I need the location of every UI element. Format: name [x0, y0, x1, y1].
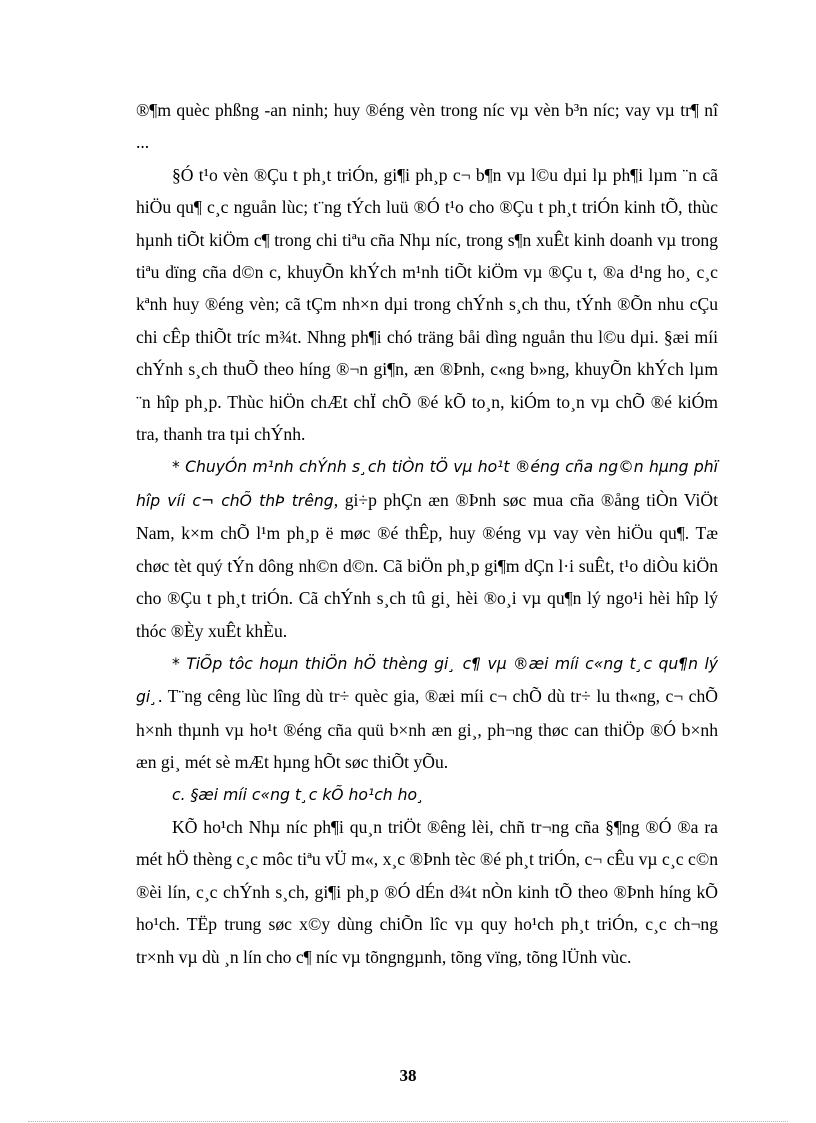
- paragraph-3-italic-lead: * ChuyÓn m¹nh chÝnh s¸ch tiÒn tÖ vµ ho¹t ®éng cña ng©n hµng phï hîp víi c¬ chÕ thÞ trêng: [136, 458, 718, 510]
- page-content: [136, 94, 718, 973]
- paragraph-4-italic-lead: * TiÕp tôc hoµn thiÖn hÖ thèng gi¸ c¶ vµ ®æi míi c«ng t¸c qu¶n lý gi¸: [136, 654, 718, 707]
- paragraph-2: §Ó t¹o vèn ®Çu t ph¸t triÓn, gi¶i ph¸p c¬ b¶n vµ l©u dµi lµ ph¶i lµm ¨n cã hiÖu qu¶ c¸c nguån lùc; t¨ng tÝch luü ®Ó t¹o cho ®Çu t ph¸t triÓn kinh tÕ, thùc hµnh tiÕt kiÖm c¶ trong chi tiªu cña Nhµ níc, trong s¶n xuÊt kinh doanh vµ trong tiªu dïng cña d©n c, khuyÕn khÝch m¹nh tiÕt kiÖm vµ ®Çu t, ®a d¹ng ho¸ c¸c kªnh huy ®éng vèn; cã tÇm nh×n dµi trong chÝnh s¸ch thu, tÝnh ®Õn nhu cÇu chi cÊp thiÕt tríc m¾t. Nhng ph¶i chó träng båi dìng nguån thu l©u dµi. §æi míi chÝnh s¸ch thuÕ theo híng ®¬n gi¶n, æn ®Þnh, c«ng b»ng, khuyÕn khÝch lµm ¨n hîp ph¸p. Thùc hiÖn chÆt chÏ chÕ ®é kÕ to¸n, kiÓm to¸n vµ chÕ ®é kiÓm tra, thanh tra tµi chÝnh.: [136, 164, 718, 445]
- paragraph-3: [136, 450, 718, 646]
- paragraph-4-body: . T¨ng cêng lùc lîng dù tr÷ quèc gia, ®æi míi c¬ chÕ dù tr÷ lu th«ng, c¬ chÕ h×nh thµnh vµ ho¹t ®éng cña quü b×nh æn gi¸, ph¬ng thøc can thiÖp ®Ó b×nh æn gi¸ mét sè mÆt hµng hÕt søc thiÕt yÕu.: [136, 686, 718, 773]
- section-heading-c: c. §æi míi c«ng t¸c kÕ ho¹ch ho¸: [172, 785, 425, 804]
- page-number: 38: [399, 1066, 417, 1085]
- page-bottom-divider: [28, 1121, 788, 1122]
- paragraph-6: KÕ ho¹ch Nhµ níc ph¶i qu¸n triÖt ®êng lèi, chñ tr¬ng cña §¶ng ®Ó ®a ra mét hÖ thèng c¸c môc tiªu vÜ m«, x¸c ®Þnh tèc ®é ph¸t triÓn, c¬ cÊu vµ c¸c c©n ®èi lín, c¸c chÝnh s¸ch, gi¶i ph¸p ®Ó dÉn d¾t nÒn kinh tÕ theo ®Þnh híng kÕ ho¹ch. TËp trung søc x©y dùng chiÕn lîc vµ quy ho¹ch ph¸t triÓn, c¸c ch¬ng tr×nh vµ dù ¸n lín cho c¶ níc vµ tõngngµnh, tõng vïng, tõng lÜnh vùc.: [136, 816, 718, 967]
- paragraph-4: [136, 647, 718, 779]
- paragraph-3-body: , gi÷p phÇn æn ®Þnh søc mua cña ®ång tiÒn ViÖt Nam, k×m chÕ l¹m ph¸p ë møc ®é thÊp, huy ®éng vµ vay vèn hiÖu qu¶. Tæ chøc tèt quý tÝn dông nh©n d©n. Cã biÖn ph¸p gi¶m dÇn l·i suÊt, t¹o diÒu kiÖn cho ®Çu t ph¸t triÓn. Cã chÝnh s¸ch tû gi¸ hèi ®o¸i vµ qu¶n lý ngo¹i hèi hîp lý thóc ®Èy xuÊt khÈu.: [136, 489, 718, 641]
- paragraph-1: ®¶m quèc phßng -an ninh; huy ®éng vèn trong níc vµ vèn b³n níc; vay vµ tr¶ nî ...: [136, 100, 718, 153]
